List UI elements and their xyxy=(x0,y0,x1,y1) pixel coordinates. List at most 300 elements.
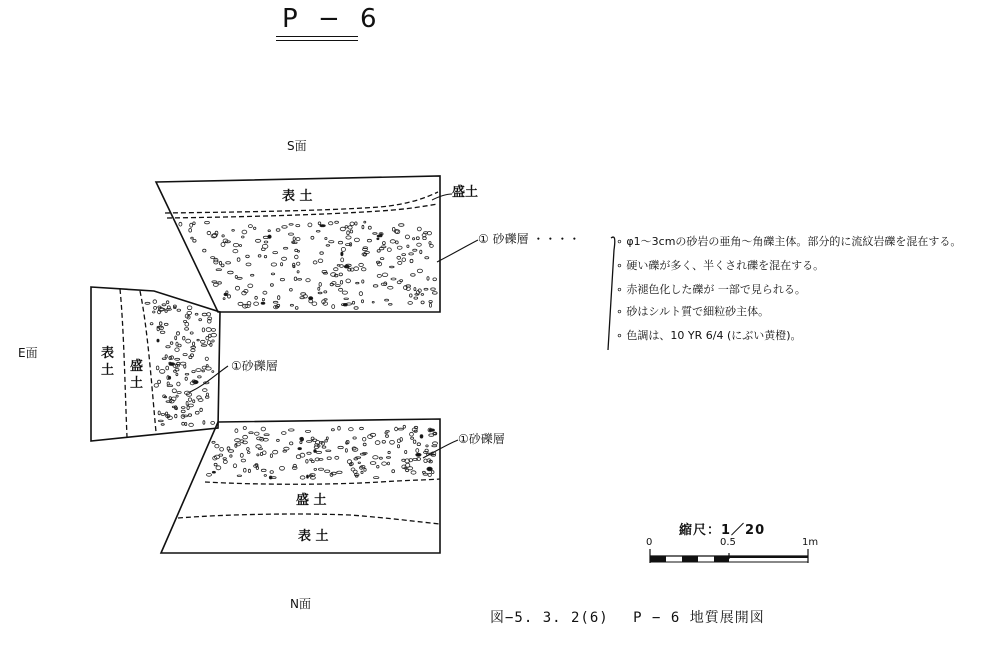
gravel-mark xyxy=(172,406,175,408)
gravel-mark xyxy=(316,451,321,453)
gravel-mark xyxy=(166,366,169,370)
gravel-mark xyxy=(233,243,238,246)
gravel-mark xyxy=(383,242,386,245)
gravel-mark xyxy=(191,237,194,239)
gravel-mark xyxy=(407,245,409,248)
gravel-mark xyxy=(385,432,387,434)
gravel-mark xyxy=(421,301,424,304)
gravel-mark xyxy=(243,435,248,439)
east-face-label: E面 xyxy=(18,346,38,360)
gravel-mark xyxy=(262,244,268,248)
gravel-mark xyxy=(158,306,161,308)
gravel-mark xyxy=(233,249,238,252)
gravel-mark xyxy=(364,221,366,223)
gravel-mark xyxy=(276,229,280,232)
gravel-mark xyxy=(162,358,166,360)
gravel-mark xyxy=(160,370,165,374)
gravel-mark xyxy=(329,241,334,243)
gravel-mark xyxy=(354,238,359,242)
gravel-mark xyxy=(373,456,378,459)
gravel-mark xyxy=(183,415,188,417)
gravel-mark xyxy=(290,442,293,445)
gravel-mark xyxy=(289,429,295,431)
gravel-mark xyxy=(388,462,390,465)
gravel-mark xyxy=(188,414,191,417)
gravel-mark xyxy=(432,445,437,447)
gravel-mark xyxy=(335,456,339,459)
gravel-mark xyxy=(295,249,298,251)
gravel-mark xyxy=(307,475,309,478)
gravel-mark xyxy=(240,453,243,457)
gravel-mark xyxy=(162,304,166,306)
gravel-mark xyxy=(257,454,259,456)
gravel-mark xyxy=(414,288,416,291)
gravel-mark xyxy=(354,307,358,310)
gravel-mark xyxy=(377,465,379,468)
gravel-mark xyxy=(427,232,431,235)
gravel-mark xyxy=(246,263,251,266)
gravel-mark xyxy=(373,285,378,287)
gravel-mark xyxy=(255,239,260,242)
gravel-mark xyxy=(387,248,391,252)
fill-label-s: 盛土 xyxy=(452,185,479,200)
gravel-mark xyxy=(318,259,323,263)
gravel-mark xyxy=(298,278,302,280)
n-face-boundary-gravel xyxy=(205,479,440,484)
n-face-boundary-fill xyxy=(178,514,440,524)
gravel-mark xyxy=(338,446,343,448)
note-bullet: ∘ xyxy=(616,235,623,248)
gravel-mark xyxy=(370,462,376,465)
gravel-mark xyxy=(403,425,405,428)
gravel-mark xyxy=(248,469,250,472)
gravel-mark xyxy=(264,475,266,477)
gravel-mark xyxy=(360,427,364,429)
gravel-mark xyxy=(353,437,356,439)
gravel-mark xyxy=(414,426,417,428)
gravel-layer-label-s: ① 砂礫層 ・・・・ xyxy=(478,232,581,246)
gravel-mark xyxy=(268,230,270,232)
note-bullet: ∘ xyxy=(616,259,623,272)
n-face-gravel-pattern xyxy=(207,425,438,479)
gravel-mark xyxy=(314,468,317,470)
gravel-mark xyxy=(339,273,342,276)
gravel-mark xyxy=(358,462,360,464)
gravel-mark xyxy=(350,463,352,466)
gravel-mark xyxy=(249,432,253,434)
gravel-mark xyxy=(411,274,416,277)
gravel-mark xyxy=(207,231,211,234)
gravel-mark xyxy=(346,236,351,239)
gravel-mark xyxy=(385,299,389,301)
note-item xyxy=(616,236,961,247)
gravel-mark xyxy=(212,340,214,342)
gravel-mark xyxy=(377,250,380,253)
note-text: 硬い礫が多く、半くされ礫を混在する。 xyxy=(626,259,825,272)
gravel-mark xyxy=(181,407,185,409)
gravel-mark xyxy=(211,333,217,337)
gravel-mark xyxy=(223,458,226,460)
gravel-mark xyxy=(264,434,269,436)
gravel-mark xyxy=(258,255,261,257)
gravel-mark xyxy=(416,237,419,240)
gravel-mark xyxy=(341,252,343,256)
gravel-mark xyxy=(273,450,278,454)
gravel-mark xyxy=(345,226,348,228)
gravel-mark xyxy=(254,302,259,305)
gravel-mark xyxy=(363,437,366,441)
notes-bracket xyxy=(608,237,615,350)
gravel-mark xyxy=(310,459,313,461)
gravel-mark xyxy=(211,421,215,424)
gravel-mark xyxy=(172,389,176,393)
gravel-mark xyxy=(361,471,363,473)
gravel-mark xyxy=(177,392,181,394)
gravel-mark xyxy=(410,259,413,262)
gravel-mark xyxy=(226,262,231,264)
gravel-mark xyxy=(191,346,196,348)
gravel-mark xyxy=(227,447,230,450)
gravel-mark xyxy=(397,445,399,448)
gravel-mark xyxy=(318,287,320,290)
gravel-mark xyxy=(420,435,423,438)
gravel-mark xyxy=(274,305,279,308)
gravel-mark xyxy=(416,453,421,456)
gravel-mark xyxy=(350,222,354,226)
gravel-mark xyxy=(411,437,414,439)
gravel-mark xyxy=(223,298,225,300)
gravel-mark xyxy=(251,274,254,276)
note-text: 赤褪色化した礫が 一部で見られる。 xyxy=(626,283,806,296)
gravel-mark xyxy=(337,471,342,473)
gravel-mark xyxy=(338,426,341,430)
gravel-mark xyxy=(373,233,377,235)
gravel-mark xyxy=(263,451,267,455)
gravel-mark xyxy=(203,249,206,252)
gravel-mark xyxy=(201,340,206,343)
gravel-mark xyxy=(391,278,396,280)
gravel-mark xyxy=(334,268,338,271)
note-bullet: ∘ xyxy=(616,305,623,318)
gravel-mark xyxy=(190,223,193,227)
gravel-mark xyxy=(431,288,436,290)
gravel-mark xyxy=(186,339,191,343)
gravel-mark xyxy=(331,429,334,431)
gravel-mark xyxy=(363,443,366,446)
gravel-mark xyxy=(242,230,247,234)
gravel-mark xyxy=(410,432,414,436)
gravel-mark xyxy=(316,231,320,233)
gravel-mark xyxy=(408,302,413,305)
gravel-mark xyxy=(157,339,159,342)
figure-caption: 図−5. 3. 2(6) P − 6 地質展開図 xyxy=(490,610,765,626)
gravel-mark xyxy=(280,278,284,280)
gravel-mark xyxy=(427,277,429,281)
north-face-label: N面 xyxy=(290,597,311,611)
gravel-mark xyxy=(374,477,379,479)
gravel-mark xyxy=(164,323,168,325)
gravel-mark xyxy=(264,241,268,243)
gravel-mark xyxy=(413,440,416,443)
gravel-mark xyxy=(246,255,250,258)
gravel-mark xyxy=(181,410,185,413)
gravel-mark xyxy=(390,440,395,444)
gravel-mark xyxy=(398,261,402,264)
gravel-mark xyxy=(405,235,409,239)
gravel-mark xyxy=(263,291,267,294)
gravel-mark xyxy=(206,336,209,340)
gravel-mark xyxy=(207,341,211,345)
gravel-mark xyxy=(161,424,164,426)
gravel-mark xyxy=(254,432,259,435)
gravel-mark xyxy=(289,233,294,235)
gravel-mark xyxy=(212,281,217,283)
gravel-mark xyxy=(428,473,431,476)
gravel-mark xyxy=(158,420,163,422)
gravel-mark xyxy=(416,449,419,453)
gravel-mark xyxy=(185,328,189,331)
gravel-mark xyxy=(235,429,238,433)
gravel-mark xyxy=(326,450,331,452)
gravel-mark xyxy=(346,279,351,283)
gravel-mark xyxy=(247,448,250,451)
gravel-mark xyxy=(191,349,195,352)
gravel-mark xyxy=(207,313,211,316)
gravel-mark xyxy=(165,355,167,358)
gravel-mark xyxy=(326,437,328,440)
fill-label-e: 盛土 xyxy=(130,359,144,391)
gravel-mark xyxy=(219,261,221,265)
gravel-mark xyxy=(195,411,199,414)
gravel-mark xyxy=(414,297,418,299)
gravel-mark xyxy=(411,471,416,474)
gravel-mark xyxy=(343,303,347,306)
gravel-mark xyxy=(409,253,414,255)
gravel-mark xyxy=(187,306,192,310)
gravel-mark xyxy=(223,460,227,463)
gravel-mark xyxy=(351,468,355,471)
gravel-mark xyxy=(340,227,345,231)
gravel-mark xyxy=(361,268,366,271)
gravel-mark xyxy=(352,301,354,304)
gravel-mark xyxy=(282,226,287,229)
gravel-mark xyxy=(368,226,371,229)
gravel-mark xyxy=(355,222,357,225)
gravel-mark xyxy=(430,303,432,307)
gravel-mark xyxy=(187,406,189,410)
gravel-mark xyxy=(308,223,312,227)
gravel-mark xyxy=(207,473,212,476)
gravel-mark xyxy=(176,342,178,346)
gravel-mark xyxy=(170,342,173,345)
gravel-mark xyxy=(307,441,312,443)
gravel-mark xyxy=(296,225,300,227)
gravel-mark xyxy=(375,441,380,445)
gravel-mark xyxy=(160,331,165,333)
gravel-mark xyxy=(429,242,431,245)
gravel-mark xyxy=(342,291,347,294)
gravel-mark xyxy=(417,227,421,231)
gravel-mark xyxy=(417,443,420,446)
gravel-mark xyxy=(319,283,321,287)
gravel-mark xyxy=(324,291,327,293)
gravel-mark xyxy=(307,452,311,454)
gravel-mark xyxy=(325,470,330,472)
gravel-mark xyxy=(295,255,299,259)
gravel-mark xyxy=(311,236,314,239)
gravel-mark xyxy=(397,256,401,259)
gravel-mark xyxy=(354,267,359,271)
gravel-mark xyxy=(335,221,339,223)
gravel-mark xyxy=(327,457,331,460)
gravel-mark xyxy=(362,225,364,229)
gravel-mark xyxy=(184,320,187,322)
gravel-mark xyxy=(310,476,315,479)
gravel-mark xyxy=(183,354,187,356)
gravel-mark xyxy=(270,471,273,474)
gravel-mark xyxy=(243,427,246,430)
gravel-mark xyxy=(306,460,308,464)
gravel-mark xyxy=(390,266,395,268)
gravel-mark xyxy=(248,284,253,288)
gravel-mark xyxy=(238,302,243,305)
gravel-mark xyxy=(364,468,366,471)
gravel-mark xyxy=(427,467,432,471)
gravel-mark xyxy=(182,422,185,425)
gravel-mark xyxy=(386,435,389,438)
gravel-mark xyxy=(318,222,321,225)
gravel-mark xyxy=(425,257,429,259)
gravel-mark xyxy=(202,370,205,372)
gravel-mark xyxy=(183,336,185,340)
gravel-mark xyxy=(283,247,287,249)
gravel-mark xyxy=(212,371,214,373)
gravel-mark xyxy=(295,307,298,310)
gravel-mark xyxy=(380,234,382,237)
gravel-mark xyxy=(179,222,182,226)
gravel-mark xyxy=(430,244,434,247)
gravel-mark xyxy=(397,281,401,284)
gravel-mark xyxy=(270,454,272,458)
gravel-mark xyxy=(341,247,345,251)
gravel-mark xyxy=(159,322,162,325)
gravel-mark xyxy=(241,459,245,462)
note-text: 砂はシルト質で細粒砂主体。 xyxy=(626,305,770,318)
gravel-mark xyxy=(405,450,407,453)
scale-tick-label: 1m xyxy=(802,537,819,548)
gravel-mark xyxy=(282,432,287,435)
gravel-mark xyxy=(154,306,157,309)
gravel-mark xyxy=(362,280,364,283)
gravel-mark xyxy=(423,237,427,240)
gravel-mark xyxy=(203,389,208,392)
gravel-mark xyxy=(406,463,410,467)
gravel-mark xyxy=(175,348,179,352)
gravel-mark xyxy=(433,278,437,281)
gravel-mark xyxy=(413,249,417,251)
gravel-mark xyxy=(382,273,388,277)
gravel-mark xyxy=(185,422,187,425)
gravel-mark xyxy=(177,382,180,386)
gravel-mark xyxy=(293,464,296,468)
gravel-mark xyxy=(185,373,189,375)
gravel-mark xyxy=(281,263,283,266)
gravel-mark xyxy=(420,250,422,254)
topsoil-label-e: 表土 xyxy=(101,346,115,378)
gravel-mark xyxy=(197,339,199,341)
gravel-mark xyxy=(377,274,381,277)
gravel-mark xyxy=(388,286,393,289)
gravel-mark xyxy=(348,226,352,229)
page-title: P − 6 xyxy=(282,4,383,34)
gravel-mark xyxy=(235,439,241,442)
gravel-mark xyxy=(222,235,224,237)
gravel-mark xyxy=(216,269,221,271)
gravel-mark xyxy=(212,471,215,473)
gravel-mark xyxy=(284,447,289,450)
gravel-mark xyxy=(356,282,359,284)
gravel-mark xyxy=(153,311,155,313)
gravel-mark xyxy=(300,441,302,444)
gravel-mark xyxy=(293,265,295,267)
gravel-mark xyxy=(203,421,205,425)
gravel-mark xyxy=(325,440,328,442)
gravel-mark xyxy=(381,246,386,248)
gravel-mark xyxy=(233,464,236,468)
gravel-mark xyxy=(261,302,265,304)
gravel-mark xyxy=(422,471,425,473)
gravel-mark xyxy=(261,469,266,471)
leader-line-fill-s xyxy=(432,194,452,200)
gravel-mark xyxy=(185,377,187,380)
gravel-mark xyxy=(296,238,300,241)
gravel-mark xyxy=(380,258,384,260)
gravel-mark xyxy=(318,468,323,470)
gravel-mark xyxy=(402,258,406,262)
gravel-mark xyxy=(244,468,247,472)
gravel-mark xyxy=(205,357,208,360)
gravel-mark xyxy=(175,336,177,340)
gravel-mark xyxy=(254,227,256,229)
gravel-mark xyxy=(202,328,204,332)
gravel-mark xyxy=(382,440,385,443)
gravel-layer-label-e: ①砂礫層 xyxy=(231,359,278,373)
gravel-mark xyxy=(314,450,317,453)
gravel-mark xyxy=(347,231,350,235)
gravel-mark xyxy=(264,255,266,257)
note-text: 色調は、10 YR 6/4 (にぶい黄橙)。 xyxy=(626,329,802,342)
gravel-mark xyxy=(340,281,342,285)
scale-bar xyxy=(650,549,808,563)
scale-label: 縮尺：1／20 xyxy=(679,523,766,538)
scale-tick-label: 0.5 xyxy=(720,537,736,548)
gravel-mark xyxy=(336,285,341,287)
gravel-mark xyxy=(167,385,173,387)
gravel-mark xyxy=(193,400,195,403)
gravel-mark xyxy=(294,277,297,281)
gravel-mark xyxy=(290,289,293,292)
gravel-mark xyxy=(305,430,310,432)
gravel-mark xyxy=(228,271,234,274)
gravel-mark xyxy=(426,445,428,447)
gravel-mark xyxy=(216,466,221,470)
gravel-mark xyxy=(237,277,242,279)
south-face-label: S面 xyxy=(287,139,307,153)
gravel-mark xyxy=(198,376,202,378)
gravel-mark xyxy=(248,225,252,228)
leader-line-s xyxy=(437,240,478,262)
gravel-mark xyxy=(220,448,224,452)
